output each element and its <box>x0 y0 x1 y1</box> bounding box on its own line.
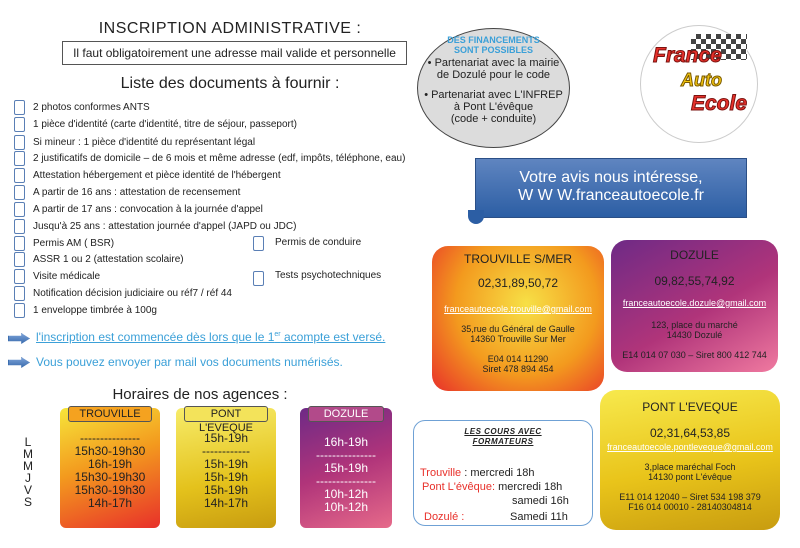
checkbox[interactable] <box>14 252 25 267</box>
checkbox[interactable] <box>253 271 264 286</box>
days-column: L M M J V S <box>23 435 33 509</box>
arrow-right-icon <box>8 357 30 368</box>
document-item: Permis AM ( BSR) <box>14 235 114 252</box>
checkbox[interactable] <box>14 303 25 318</box>
document-item-tests: Tests psychotechniques <box>275 270 382 281</box>
agency-dozule: DOZULE 09,82,55,74,92 franceautoecole.dozule@gmail.com 123, place du marché 14430 Dozulé E14 014 07 030 – Siret 800 412 744 <box>611 240 778 372</box>
checkbox[interactable] <box>14 168 25 183</box>
document-item: A partir de 17 ans : convocation à la journée d'appel <box>14 201 263 218</box>
document-item: 2 justificatifs de domicile – de 6 mois et même adresse (edf, impôts, téléphone, eau) <box>14 150 405 167</box>
cours-title: LES COURS AVEC FORMATEURS <box>464 427 542 446</box>
schedule-dozule <box>300 408 392 528</box>
page-title: INSCRIPTION ADMINISTRATIVE : <box>98 20 362 37</box>
cours-formateurs: LES COURS AVEC FORMATEURS Trouville : mercredi 18h Pont L'évêque: mercredi 18h samedi 16h Dozulé : Samedi 11h <box>413 420 593 526</box>
checkbox[interactable] <box>14 117 25 132</box>
checkbox[interactable] <box>14 202 25 217</box>
schedule-lines: 15h-19h ------------ 15h-19h 15h-19h 15h-19h 14h-17h <box>202 431 250 510</box>
document-item: Notification décision judiciaire ou réf7 / réf 44 <box>14 285 232 302</box>
document-item: Attestation hébergement et pièce identité de l'hébergent <box>14 167 281 184</box>
arrow-right-icon <box>8 333 30 344</box>
email-link[interactable]: franceautoecole.dozule@gmail.com <box>622 298 767 308</box>
checkbox[interactable] <box>14 219 25 234</box>
horaires-title: Horaires de nos agences : <box>112 386 288 403</box>
documents-title: Liste des documents à fournir : <box>120 75 340 92</box>
agency-pont-leveque: PONT L'EVEQUE 02,31,64,53,85 franceautoecole.pontleveque@gmail.com 3,place maréchal Foch 14130 pont L'évêque E11 014 12040 – Siret 534 198 379 F16 014 00010 - 28140304814 <box>600 390 780 530</box>
schedule-lines: 16h-19h --------------- 15h-19h --------------- 10h-12h 10h-12h <box>316 435 376 514</box>
email-link[interactable]: franceautoecole.pontleveque@gmail.com <box>607 442 773 452</box>
agency-trouville: TROUVILLE S/MER 02,31,89,50,72 franceautoecole.trouville@gmail.com 35,rue du Général de Gaulle 14360 Trouville Sur Mer E04 014 11290 Siret 478 894 454 <box>432 246 604 391</box>
document-item: 1 enveloppe timbrée à 100g <box>14 302 157 319</box>
schedule-header: PONT L'EVEQUE <box>184 406 268 422</box>
document-item: 1 pièce d'identité (carte d'identité, titre de séjour, passeport) <box>14 116 297 133</box>
checkbox[interactable] <box>14 151 25 166</box>
mail-note: Vous pouvez envoyer par mail vos documents numérisés. <box>36 355 343 369</box>
acompte-note: l'inscription est commencée dès lors que le 1er acompte est versé. <box>36 330 386 344</box>
checkbox[interactable] <box>14 236 25 251</box>
document-item: Si mineur : 1 pièce d'identité du représentant légal <box>14 134 255 151</box>
checkbox[interactable] <box>253 236 264 251</box>
schedule-lines: --------------- 15h30-19h30 16h-19h 15h30-19h30 15h30-19h30 14h-17h <box>74 431 146 510</box>
logo: France Auto Ecole <box>640 25 758 143</box>
document-item: 2 photos conformes ANTS <box>14 99 150 116</box>
avis-banner: Votre avis nous intéresse, W W W.franceautoecole.fr <box>475 158 747 218</box>
schedule-header: TROUVILLE <box>68 406 152 422</box>
checkbox[interactable] <box>14 286 25 301</box>
schedule-header: DOZULE <box>308 406 384 422</box>
email-link[interactable]: franceautoecole.trouville@gmail.com <box>444 304 592 314</box>
document-item: ASSR 1 ou 2 (attestation scolaire) <box>14 251 184 268</box>
document-item: A partir de 16 ans : attestation de recensement <box>14 184 240 201</box>
document-item: Jusqu'à 25 ans : attestation journée d'appel (JAPD ou JDC) <box>14 218 296 235</box>
mail-notice: Il faut obligatoirement une adresse mail valide et personnelle <box>62 41 407 65</box>
document-item: Visite médicale <box>14 268 100 285</box>
checkbox[interactable] <box>14 100 25 115</box>
schedule-trouville <box>60 408 160 528</box>
document-item-permis: Permis de conduire <box>275 237 362 248</box>
financement-bubble: DES FINANCEMENTS SONT POSSIBLES • Partenariat avec la mairie de Dozulé pour le code • Partenariat avec L'INFREP à Pont L'évêque (code + conduite) <box>417 28 570 148</box>
checkbox[interactable] <box>14 269 25 284</box>
checkbox[interactable] <box>14 185 25 200</box>
checkbox[interactable] <box>14 135 25 150</box>
banner-curl <box>468 210 484 224</box>
schedule-pont-leveque <box>176 408 276 528</box>
website-link[interactable]: W W W.franceautoecole.fr <box>518 187 704 204</box>
